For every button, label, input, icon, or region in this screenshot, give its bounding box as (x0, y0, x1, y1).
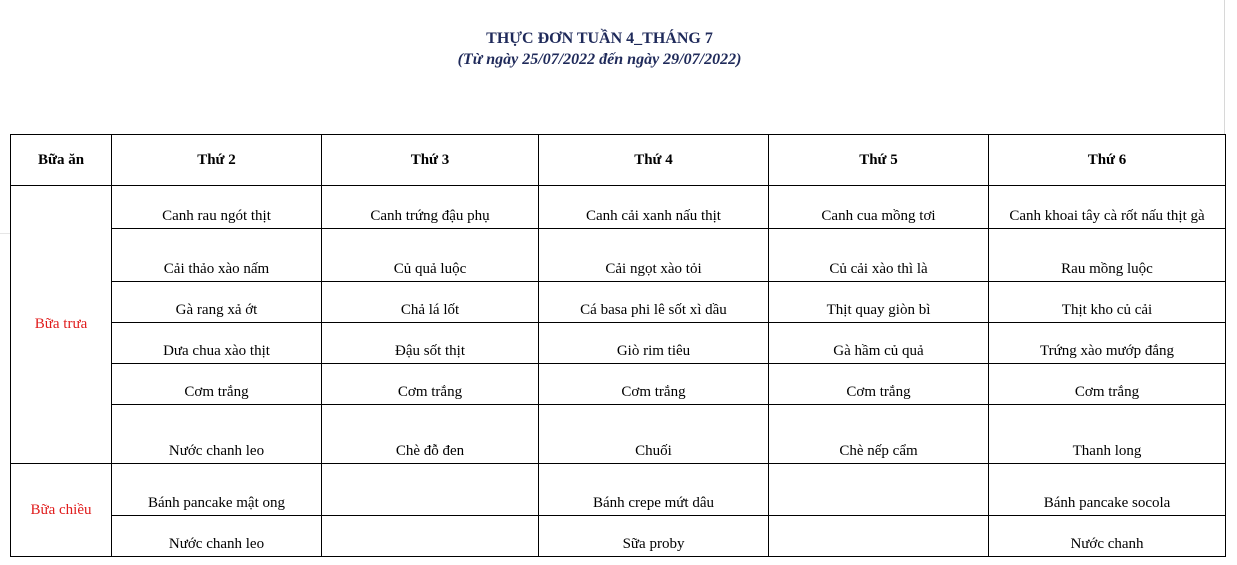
menu-cell: Canh cua mồng tơi (769, 186, 989, 229)
menu-cell: Giò rim tiêu (539, 323, 769, 364)
menu-cell: Bánh crepe mứt dâu (539, 464, 769, 516)
menu-cell: Gà hầm củ quả (769, 323, 989, 364)
menu-cell: Chè nếp cẩm (769, 405, 989, 464)
menu-cell: Rau mồng luộc (989, 229, 1226, 282)
col-header-tue: Thứ 3 (322, 135, 539, 186)
menu-cell: Cải thảo xào nấm (112, 229, 322, 282)
menu-cell: Cá basa phi lê sốt xì dầu (539, 282, 769, 323)
menu-title: THỰC ĐƠN TUẦN 4_THÁNG 7 (486, 30, 713, 47)
menu-cell: Cải ngọt xào tỏi (539, 229, 769, 282)
menu-cell: Chè đỗ đen (322, 405, 539, 464)
menu-cell: Cơm trắng (322, 364, 539, 405)
weekly-menu-table (10, 134, 1226, 557)
menu-cell: Sữa proby (539, 516, 769, 557)
table-row (11, 516, 1226, 557)
menu-cell (322, 464, 539, 516)
menu-cell (769, 464, 989, 516)
menu-cell: Cơm trắng (769, 364, 989, 405)
menu-cell: Bánh pancake socola (989, 464, 1226, 516)
menu-cell: Chuối (539, 405, 769, 464)
header-row (11, 135, 1226, 186)
menu-cell: Củ cải xào thì là (769, 229, 989, 282)
table-row (11, 364, 1226, 405)
menu-cell: Canh trứng đậu phụ (322, 186, 539, 229)
col-header-thu: Thứ 5 (769, 135, 989, 186)
menu-cell: Nước chanh (989, 516, 1226, 557)
menu-cell: Thịt quay giòn bì (769, 282, 989, 323)
menu-date-range: (Từ ngày 25/07/2022 đến ngày 29/07/2022) (457, 51, 742, 68)
menu-cell (322, 516, 539, 557)
col-header-fri: Thứ 6 (989, 135, 1226, 186)
menu-cell: Dưa chua xào thịt (112, 323, 322, 364)
menu-cell: Trứng xào mướp đắng (989, 323, 1226, 364)
col-header-wed: Thứ 4 (539, 135, 769, 186)
menu-cell (769, 516, 989, 557)
menu-cell: Đậu sốt thịt (322, 323, 539, 364)
menu-cell: Cơm trắng (112, 364, 322, 405)
menu-cell: Cơm trắng (539, 364, 769, 405)
sheet-row-line (0, 233, 10, 234)
menu-cell: Củ quả luộc (322, 229, 539, 282)
menu-cell: Gà rang xả ớt (112, 282, 322, 323)
menu-cell: Nước chanh leo (112, 516, 322, 557)
menu-cell: Thịt kho củ cải (989, 282, 1226, 323)
menu-cell: Canh rau ngót thịt (112, 186, 322, 229)
col-header-meal: Bữa ăn (11, 135, 112, 186)
menu-cell: Chả lá lốt (322, 282, 539, 323)
col-header-mon: Thứ 2 (112, 135, 322, 186)
menu-cell: Thanh long (989, 405, 1226, 464)
sheet-grid-line (1224, 0, 1225, 134)
menu-cell: Nước chanh leo (112, 405, 322, 464)
meal-label-afternoon: Bữa chiều (11, 464, 112, 557)
table-row (11, 282, 1226, 323)
meal-label-lunch: Bữa trưa (11, 186, 112, 464)
table-row (11, 464, 1226, 516)
table-row (11, 229, 1226, 282)
table-row (11, 323, 1226, 364)
menu-cell: Canh cải xanh nấu thịt (539, 186, 769, 229)
menu-cell: Bánh pancake mật ong (112, 464, 322, 516)
menu-cell: Cơm trắng (989, 364, 1226, 405)
table-row (11, 405, 1226, 464)
menu-cell: Canh khoai tây cà rốt nấu thịt gà (989, 186, 1226, 229)
table-row (11, 186, 1226, 229)
